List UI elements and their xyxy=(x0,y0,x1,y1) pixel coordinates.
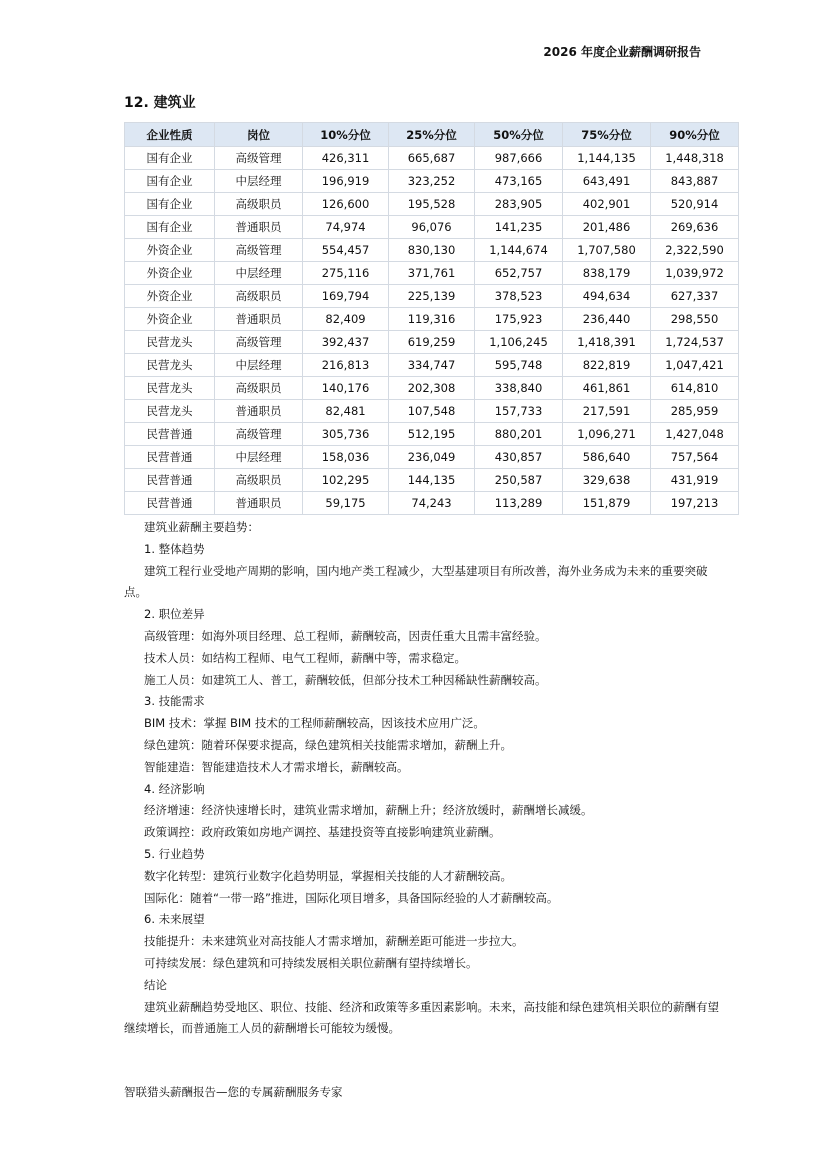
table-cell: 国有企业 xyxy=(125,193,215,216)
table-cell: 225,139 xyxy=(389,285,475,308)
table-cell: 1,427,048 xyxy=(651,423,739,446)
table-cell: 2,322,590 xyxy=(651,239,739,262)
table-cell: 高级管理 xyxy=(215,331,303,354)
table-cell: 554,457 xyxy=(303,239,389,262)
table-cell: 402,901 xyxy=(563,193,651,216)
table-header-cell: 岗位 xyxy=(215,123,303,147)
item-green-building: 绿色建筑：随着环保要求提高，绿色建筑相关技能需求增加，薪酬上升。 xyxy=(144,737,512,752)
table-cell: 外资企业 xyxy=(125,262,215,285)
heading-position-difference: 2. 职位差异 xyxy=(144,607,205,622)
table-cell: 1,418,391 xyxy=(563,331,651,354)
table-body xyxy=(125,147,739,515)
table-cell: 334,747 xyxy=(389,354,475,377)
table-cell: 520,914 xyxy=(651,193,739,216)
table-row xyxy=(125,147,739,170)
table-cell: 1,144,135 xyxy=(563,147,651,170)
table-cell: 202,308 xyxy=(389,377,475,400)
table-cell: 250,587 xyxy=(475,469,563,492)
table-cell: 107,548 xyxy=(389,400,475,423)
table-cell: 461,861 xyxy=(563,377,651,400)
table-row xyxy=(125,285,739,308)
table-cell: 外资企业 xyxy=(125,285,215,308)
table-cell: 国有企业 xyxy=(125,216,215,239)
table-cell: 197,213 xyxy=(651,492,739,515)
table-header-row xyxy=(125,123,739,147)
table-cell: 880,201 xyxy=(475,423,563,446)
table-cell: 82,481 xyxy=(303,400,389,423)
table-cell: 中层经理 xyxy=(215,262,303,285)
table-cell: 1,707,580 xyxy=(563,239,651,262)
table-cell: 665,687 xyxy=(389,147,475,170)
item-smart-construction: 智能建造：智能建造技术人才需求增长，薪酬较高。 xyxy=(144,759,409,774)
table-cell: 987,666 xyxy=(475,147,563,170)
salary-table xyxy=(124,122,739,515)
table-cell: 1,096,271 xyxy=(563,423,651,446)
table-cell: 619,259 xyxy=(389,331,475,354)
table-row xyxy=(125,308,739,331)
table-row xyxy=(125,354,739,377)
table-cell: 113,289 xyxy=(475,492,563,515)
trend-intro: 建筑业薪酬主要趋势： xyxy=(144,520,259,534)
table-cell: 119,316 xyxy=(389,308,475,331)
table-cell: 普通职员 xyxy=(215,400,303,423)
table-cell: 305,736 xyxy=(303,423,389,446)
table-cell: 1,724,537 xyxy=(651,331,739,354)
report-header-title: 2026 年度企业薪酬调研报告 xyxy=(543,45,701,59)
table-cell: 1,448,318 xyxy=(651,147,739,170)
heading-industry-trend: 5. 行业趋势 xyxy=(144,846,205,861)
heading-overall-trend: 1. 整体趋势 xyxy=(144,541,205,556)
table-cell: 高级职员 xyxy=(215,469,303,492)
table-cell: 民营龙头 xyxy=(125,331,215,354)
table-cell: 201,486 xyxy=(563,216,651,239)
table-header-cell: 50%分位 xyxy=(475,123,563,147)
table-cell: 高级职员 xyxy=(215,377,303,400)
table-cell: 外资企业 xyxy=(125,308,215,331)
table-row xyxy=(125,400,739,423)
table-cell: 1,047,421 xyxy=(651,354,739,377)
table-cell: 236,049 xyxy=(389,446,475,469)
table-cell: 512,195 xyxy=(389,423,475,446)
item-sustainability: 可持续发展：绿色建筑和可持续发展相关职位薪酬有望持续增长。 xyxy=(144,955,478,970)
table-cell: 民营龙头 xyxy=(125,354,215,377)
table-cell: 614,810 xyxy=(651,377,739,400)
table-cell: 82,409 xyxy=(303,308,389,331)
table-cell: 普通职员 xyxy=(215,492,303,515)
table-cell: 高级管理 xyxy=(215,239,303,262)
table-cell: 275,116 xyxy=(303,262,389,285)
table-row xyxy=(125,377,739,400)
item-digital-transformation: 数字化转型：建筑行业数字化趋势明显，掌握相关技能的人才薪酬较高。 xyxy=(144,868,512,883)
table-cell: 高级管理 xyxy=(215,147,303,170)
table-cell: 157,733 xyxy=(475,400,563,423)
table-row xyxy=(125,469,739,492)
table-cell: 838,179 xyxy=(563,262,651,285)
table-cell: 1,039,972 xyxy=(651,262,739,285)
table-cell: 民营龙头 xyxy=(125,400,215,423)
table-cell: 中层经理 xyxy=(215,354,303,377)
table-cell: 140,176 xyxy=(303,377,389,400)
table-cell: 494,634 xyxy=(563,285,651,308)
table-cell: 151,879 xyxy=(563,492,651,515)
table-row xyxy=(125,331,739,354)
table-cell: 586,640 xyxy=(563,446,651,469)
table-cell: 430,857 xyxy=(475,446,563,469)
table-cell: 民营普通 xyxy=(125,446,215,469)
item-internationalization: 国际化：随着“一带一路”推进，国际化项目增多，具备国际经验的人才薪酬较高。 xyxy=(144,890,559,905)
table-cell: 普通职员 xyxy=(215,216,303,239)
table-cell: 285,959 xyxy=(651,400,739,423)
table-cell: 830,130 xyxy=(389,239,475,262)
heading-skill-demand: 3. 技能需求 xyxy=(144,694,205,709)
table-row xyxy=(125,170,739,193)
table-cell: 1,106,245 xyxy=(475,331,563,354)
table-cell: 392,437 xyxy=(303,331,389,354)
table-cell: 158,036 xyxy=(303,446,389,469)
table-cell: 378,523 xyxy=(475,285,563,308)
section-title: 12. 建筑业 xyxy=(124,95,196,111)
table-cell: 外资企业 xyxy=(125,239,215,262)
table-cell: 643,491 xyxy=(563,170,651,193)
table-header-cell: 25%分位 xyxy=(389,123,475,147)
table-cell: 169,794 xyxy=(303,285,389,308)
table-row xyxy=(125,492,739,515)
table-cell: 141,235 xyxy=(475,216,563,239)
item-bim: BIM 技术：掌握 BIM 技术的工程师薪酬较高，因该技术应用广泛。 xyxy=(144,716,485,731)
table-row xyxy=(125,239,739,262)
table-cell: 216,813 xyxy=(303,354,389,377)
table-cell: 269,636 xyxy=(651,216,739,239)
table-cell: 高级职员 xyxy=(215,285,303,308)
item-technical-staff: 技术人员：如结构工程师、电气工程师，薪酬中等，需求稳定。 xyxy=(144,650,466,665)
table-cell: 民营普通 xyxy=(125,423,215,446)
table-cell: 329,638 xyxy=(563,469,651,492)
table-cell: 民营普通 xyxy=(125,492,215,515)
item-skill-upgrade: 技能提升：未来建筑业对高技能人才需求增加，薪酬差距可能进一步拉大。 xyxy=(144,934,524,949)
item-policy-regulation: 政策调控：政府政策如房地产调控、基建投资等直接影响建筑业薪酬。 xyxy=(144,825,501,840)
table-cell: 1,144,674 xyxy=(475,239,563,262)
table-cell: 175,923 xyxy=(475,308,563,331)
paragraph-overall-trend: 建筑工程行业受地产周期的影响，国内地产类工程减少，大型基建项目有所改善，海外业务成为未来的重要突破点。 xyxy=(124,563,708,600)
table-cell: 59,175 xyxy=(303,492,389,515)
table-row xyxy=(125,193,739,216)
item-senior-management: 高级管理：如海外项目经理、总工程师，薪酬较高，因责任重大且需丰富经验。 xyxy=(144,628,547,643)
table-cell: 652,757 xyxy=(475,262,563,285)
trend-analysis xyxy=(124,517,724,1040)
table-header-cell: 10%分位 xyxy=(303,123,389,147)
table-row xyxy=(125,216,739,239)
table-cell: 627,337 xyxy=(651,285,739,308)
table-cell: 473,165 xyxy=(475,170,563,193)
table-cell: 144,135 xyxy=(389,469,475,492)
table-cell: 822,819 xyxy=(563,354,651,377)
table-cell: 195,528 xyxy=(389,193,475,216)
table-header-cell: 90%分位 xyxy=(651,123,739,147)
table-cell: 民营普通 xyxy=(125,469,215,492)
table-row xyxy=(125,423,739,446)
table-cell: 中层经理 xyxy=(215,446,303,469)
table-cell: 普通职员 xyxy=(215,308,303,331)
table-cell: 757,564 xyxy=(651,446,739,469)
table-row xyxy=(125,262,739,285)
table-cell: 74,974 xyxy=(303,216,389,239)
table-cell: 217,591 xyxy=(563,400,651,423)
table-cell: 中层经理 xyxy=(215,170,303,193)
table-cell: 民营龙头 xyxy=(125,377,215,400)
table-cell: 426,311 xyxy=(303,147,389,170)
table-cell: 国有企业 xyxy=(125,170,215,193)
table-cell: 843,887 xyxy=(651,170,739,193)
table-cell: 298,550 xyxy=(651,308,739,331)
table-cell: 国有企业 xyxy=(125,147,215,170)
item-economic-growth: 经济增速：经济快速增长时，建筑业需求增加，薪酬上升；经济放缓时，薪酬增长减缓。 xyxy=(144,803,593,818)
table-cell: 595,748 xyxy=(475,354,563,377)
table-header-cell: 企业性质 xyxy=(125,123,215,147)
table-cell: 102,295 xyxy=(303,469,389,492)
table-cell: 338,840 xyxy=(475,377,563,400)
table-cell: 96,076 xyxy=(389,216,475,239)
paragraph-conclusion: 建筑业薪酬趋势受地区、职位、技能、经济和政策等多重因素影响。未来，高技能和绿色建筑相关职位的薪酬有望继续增长，而普通施工人员的薪酬增长可能较为缓慢。 xyxy=(124,999,719,1036)
footer-text: 智联猎头薪酬报告—您的专属薪酬服务专家 xyxy=(124,1085,343,1099)
table-cell: 74,243 xyxy=(389,492,475,515)
heading-economic-impact: 4. 经济影响 xyxy=(144,781,205,796)
table-cell: 高级管理 xyxy=(215,423,303,446)
table-cell: 196,919 xyxy=(303,170,389,193)
table-cell: 431,919 xyxy=(651,469,739,492)
table-cell: 283,905 xyxy=(475,193,563,216)
heading-future-outlook: 6. 未来展望 xyxy=(144,912,205,927)
table-cell: 126,600 xyxy=(303,193,389,216)
table-cell: 323,252 xyxy=(389,170,475,193)
table-cell: 236,440 xyxy=(563,308,651,331)
table-cell: 高级职员 xyxy=(215,193,303,216)
heading-conclusion: 结论 xyxy=(144,977,167,992)
table-header-cell: 75%分位 xyxy=(563,123,651,147)
item-construction-staff: 施工人员：如建筑工人、普工，薪酬较低，但部分技术工种因稀缺性薪酬较高。 xyxy=(144,672,547,687)
table-row xyxy=(125,446,739,469)
table-cell: 371,761 xyxy=(389,262,475,285)
